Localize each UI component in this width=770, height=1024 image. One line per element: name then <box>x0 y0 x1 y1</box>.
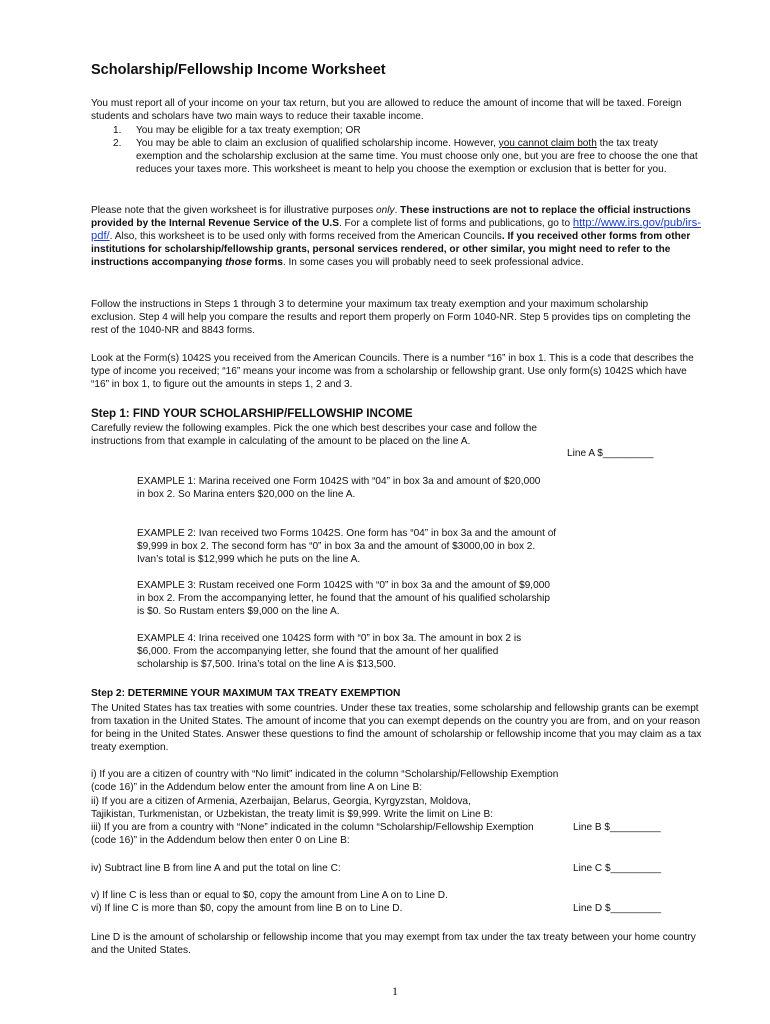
question-iv: iv) Subtract line B from line A and put the total on line C: <box>91 863 341 874</box>
list-number: 1. <box>113 125 122 136</box>
page-title: Scholarship/Fellowship Income Worksheet <box>91 62 386 78</box>
example-4: EXAMPLE 4: Irina received one 1042S form with “0” in box 3a. The amount in box 2 is $6,000. From the accompanying letter, she found that the amount of her qualified scholarship is $7,500. Irina’s total on the line A is $13,500. <box>137 633 522 671</box>
step2-text: The United States has tax treaties with some countries. Under these tax treaties, some scholarship and fellowship grants can be exempt from taxation in the United States. The amount of income that you can exempt depends on the country you are from, and on your reason for being in the United States. Answer these questions to find the amount of scholarship or fellowship income that you may claim as a tax treaty exemption. <box>91 703 702 754</box>
page-number: 1 <box>392 984 398 998</box>
question-v: v) If line C is less than or equal to $0, copy the amount from Line A on to Line D. <box>91 890 448 901</box>
disclaimer-paragraph: Please note that the given worksheet is for illustrative purposes only. These instructions are not to replace the official instructions provided by the Internal Revenue Service of the U.S. For a complete list of forms and publications, go to http://www.irs.gov/pub/irs-pdf/. Also, this worksheet is to be used only with forms received from the American Councils. If you received other forms from other institutions for scholarship/fellowship grants, personal services rendered, or other similar, you might need to refer to the instructions accompanying those forms. In some cases you will probably need to seek professional advice. <box>91 205 701 269</box>
list-item-text: You may be able to claim an exclusion of qualified scholarship income. However, you cannot claim both the tax treaty exemption and the scholarship exclusion at the same time. You must choose only one, but you are free to choose the one that reduces your taxes more. This worksheet is meant to help you choose the exemption or exclusion that is better for you. <box>136 138 698 176</box>
line-d-field[interactable]: Line D $_________ <box>573 903 662 914</box>
list-item-text: You may be eligible for a tax treaty exemption; OR <box>136 125 361 136</box>
question-vi: vi) If line C is more than $0, copy the amount from line B on to Line D. <box>91 903 403 914</box>
example-3: EXAMPLE 3: Rustam received one Form 1042S with “0” in box 3a and the amount of $9,000 in box 2. From the accompanying letter, he found that the amount of his qualified scholarship is $0. So Rustam enters $9,000 on the line A. <box>137 580 550 618</box>
step2-heading: Step 2: DETERMINE YOUR MAXIMUM TAX TREATY EXEMPTION <box>91 688 401 699</box>
question-iii: iii) If you are from a country with “None” indicated in the column “Scholarship/Fellowship Exemption (code 16)” in the Addendum below then enter 0 on Line B: <box>91 822 534 847</box>
question-ii: ii) If you are a citizen of Armenia, Azerbaijan, Belarus, Georgia, Kyrgyzstan, Moldova, Tajikistan, Turkmenistan, or Uzbekistan, the treaty limit is $9,999. Write the limit on Line B: <box>91 796 494 821</box>
instructions-paragraph: Follow the instructions in Steps 1 through 3 to determine your maximum tax treaty exemption and your maximum scholarship exclusion. Step 4 will help you compare the results and report them properly on Form 1040-NR. Step 5 provides tips on completing the rest of the 1040-NR and 8843 forms. <box>91 299 691 337</box>
list-item <box>113 124 703 137</box>
intro-paragraph: You must report all of your income on your tax return, but you are allowed to reduce the amount of income that will be taxed. Foreign students and scholars have two main ways to reduce their taxable income. <box>91 98 682 123</box>
list-number: 2. <box>113 138 122 149</box>
form-1042s-paragraph: Look at the Form(s) 1042S you received from the American Councils. There is a number “16” in box 1. This is a code that describes the type of income you received; “16” means your income was from a scholarship or fellowship grant. Use only form(s) 1042S which have “16” in box 1, to figure out the amounts in steps 1, 2 and 3. <box>91 353 694 391</box>
question-i: i) If you are a citizen of country with “No limit” indicated in the column “Scholarship/Fellowship Exemption (code 16)” in the Addendum below enter the amount from line A on Line B: <box>91 769 559 794</box>
example-1: EXAMPLE 1: Marina received one Form 1042S with “04” in box 3a and amount of $20,000 in box 2. So Marina enters $20,000 on the line A. <box>137 476 541 501</box>
step1-heading: Step 1: FIND YOUR SCHOLARSHIP/FELLOWSHIP INCOME <box>91 407 413 420</box>
line-a-field[interactable]: Line A $_________ <box>567 448 654 459</box>
example-2: EXAMPLE 2: Ivan received two Forms 1042S. One form has “04” in box 3a and the amount of $9,999 in box 2. The second form has “0” in box 3a and the amount of $3000,00 in box 2. Ivan’s total is $12,999 which he puts on the line A. <box>137 528 557 566</box>
list-item <box>113 137 705 176</box>
line-c-field[interactable]: Line C $_________ <box>573 863 662 874</box>
step1-text: Carefully review the following examples. Pick the one which best describes your case and follow the instructions from that example in calculating of the amount to be placed on the line A. <box>91 423 538 448</box>
line-b-field[interactable]: Line B $_________ <box>573 822 661 833</box>
irs-forms-link[interactable]: http://www.irs.gov/pub/irs-pdf/ <box>91 217 701 243</box>
line-d-explanation: Line D is the amount of scholarship or fellowship income that you may exempt from tax under the tax treaty between your home country and the United States. <box>91 932 696 957</box>
